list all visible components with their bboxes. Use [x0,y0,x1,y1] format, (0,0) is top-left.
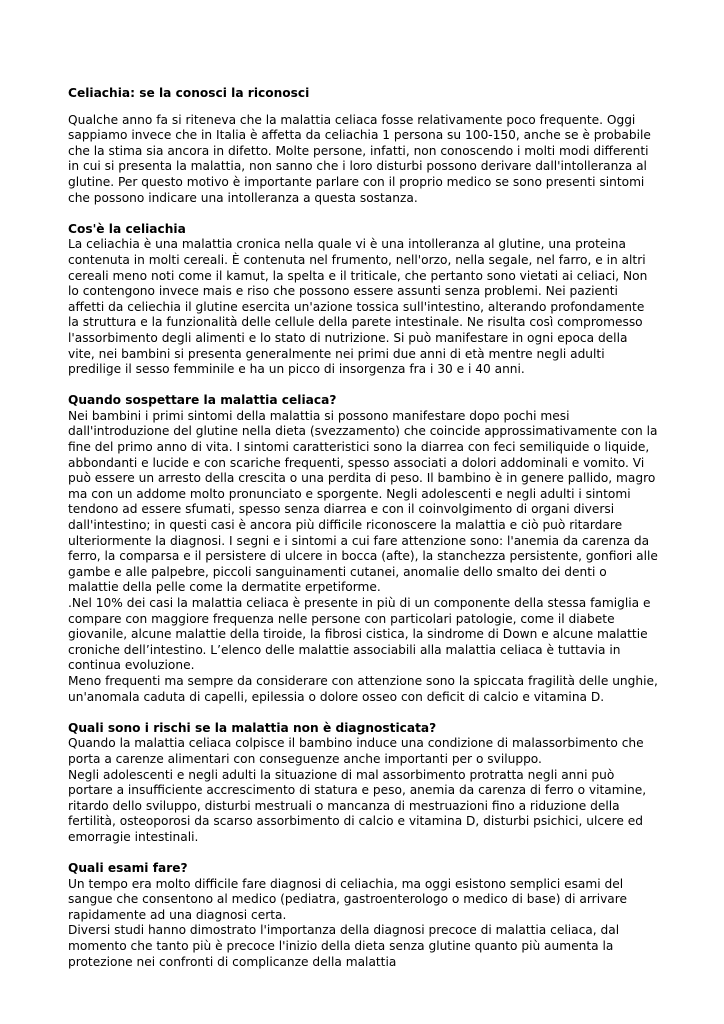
section-heading: Cos'è la celiachia [68,221,186,236]
section-heading: Quando sospettare la malattia celiaca? [68,393,337,408]
section-paragraph: Quando la malattia celiaca colpisce il bambino induce una condizione di malassorbimento che porta a carenze alimentari con conseguenze anche importanti per o sviluppo. [68,736,644,766]
section-paragraph: Negli adolescenti e negli adulti la situazione di mal assorbimento protratta negli anni può portare a insufficiente accrescimento di statura e peso, anemia da carenza di ferro o vitamine, ritardo dello sviluppo, disturbi mestruali o mancanza di mestruazioni fino a riduzione della fertilità, osteoporosi da scarso assorbimento di calcio e vitamina D, disturbi psichici, ulcere ed emorragie intestinali. [68,767,647,844]
section-paragraph: Nei bambini i primi sintomi della malattia si possono manifestare dopo pochi mesi dall'introduzione del glutine nella dieta (svezzamento) che coincide approssimativamente con la fine del primo anno di vita. I sintomi caratteristici sono la diarrea con feci semiliquide o liquide, abbondanti e lucide e con scariche frequenti, spesso associati a dolori addominali e vomito. Vi può essere un arresto della crescita o una perdita di peso. Il bambino è in genere pallido, magro ma con un addome molto pronunciato e sporgente. Negli adolescenti e negli adulti i sintomi tendono ad essere sfumati, spesso senza diarrea e con il coinvolgimento di organi diversi dall'intestino; in questi casi è ancora più difficile riconoscere la malattia e ciò può ritardare ulteriormente la diagnosi. I segni e i sintomi a cui fare attenzione sono: l'anemia da carenza da ferro, la comparsa e il persistere di ulcere in bocca (afte), la stanchezza persistente, gonfiori alle gambe e alle palpebre, piccoli sanguinamenti cutanei, anomalie dello smalto dei denti o malattie della pelle come la dermatite erpetiforme. [68,408,658,595]
section-paragraph: La celiachia è una malattia cronica nella quale vi è una intolleranza al glutine, una proteina contenuta in molti cereali. È contenuta nel frumento, nell'orzo, nella segale, nel farro, e in altri cereali meno noti come il kamut, la spelta e il triticale, che pertanto sono vietati ai celiaci, Non lo contengono invece mais e riso che possono essere assunti senza problemi. Nei pazienti affetti da celiechia il glutine esercita un'azione tossica sull'intestino, alterando profondamente la struttura e la funzionalità delle cellule della parete intestinale. Ne risulta così compromesso l'assorbimento degli alimenti e lo stato di nutrizione. Si può manifestare in ogni epoca della vite, nei bambini si presenta generalmente nei primi due anni di età mentre negli adulti predilige il sesso femminile e ha un picco di insorgenza fra i 30 e i 40 anni. [68,237,648,377]
section-heading: Quali esami fare? [68,861,188,876]
document-page [68,86,658,986]
section-rischi [68,721,658,846]
section-paragraph: .Nel 10% dei casi la malattia celiaca è presente in più di un componente della stessa famiglia e compare con maggiore frequenza nelle persone con particolari patologie, come il diabete giovanile, alcune malattie della tiroide, la fibrosi cistica, la sindrome di Down e alcune malattie croniche dell’intestino. L’elenco delle malattie associabili alla malattia celiaca è tuttavia in continua evoluzione. [68,596,651,673]
section-paragraph: Meno frequenti ma sempre da considerare con attenzione sono la spiccata fragilità delle unghie, un'anomala caduta di capelli, epilessia o dolore osseo con deficit di calcio e vitamina D. [68,673,658,704]
section-esami [68,861,658,970]
section-paragraph: Diversi studi hanno dimostrato l'importanza della diagnosi precoce di malattia celiaca, dal momento che tanto più è precoce l'inizio della dieta senza glutine quanto più aumenta la protezione nei confronti di complicanze della malattia [68,923,620,969]
document-title: Celiachia: se la conosci la riconosci [68,86,310,100]
section-quando-sospettare [68,393,658,705]
section-heading: Quali sono i rischi se la malattia non è diagnosticata? [68,720,437,735]
intro-section [68,113,658,207]
section-paragraph: Un tempo era molto difficile fare diagnosi di celiachia, ma oggi esistono semplici esami del sangue che consentono al medico (pediatra, gastroenterologo o medico di base) di arrivare rapidamente ad una diagnosi certa. [68,876,628,922]
intro-paragraph: Qualche anno fa si riteneva che la malattia celiaca fosse relativamente poco frequente. Oggi sappiamo invece che in Italia è affetta da celiachia 1 persona su 100-150, anche se è probabile che la stima sia ancora in difetto. Molte persone, infatti, non conoscendo i molti modi differenti in cui si presenta la malattia, non sanno che i loro disturbi possono derivare dall'intolleranza al glutine. Per questo motivo è importante parlare con il proprio medico se sono presenti sintomi che possono indicare una intolleranza a questa sostanza. [68,112,651,205]
section-cos-e-la-celiachia [68,222,658,378]
